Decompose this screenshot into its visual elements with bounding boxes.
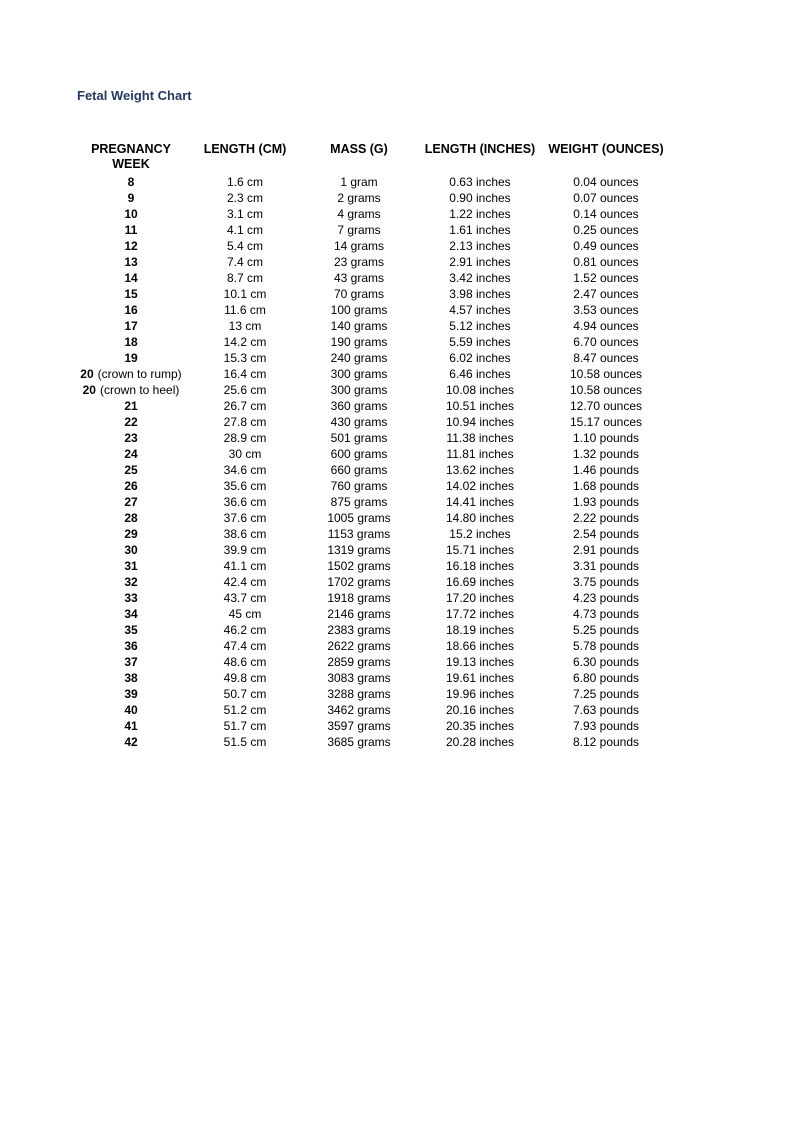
table-row [70,254,672,270]
cell-mass-g: 760 grams [330,479,388,493]
cell-length-cm: 51.5 cm [223,735,267,749]
table-row [70,670,672,686]
cell-weight: 1.32 pounds [572,447,640,461]
table-row [70,350,672,366]
cell-weight: 15.17 ounces [569,415,643,429]
cell-mass-g: 3685 grams [327,735,391,749]
cell-length-inches: 19.96 inches [445,687,515,701]
week-number: 18 [124,335,138,349]
cell-length-inches: 10.94 inches [445,415,515,429]
cell-mass-g: 70 grams [333,287,385,301]
week-number: 31 [124,559,138,573]
cell-mass-g: 1502 grams [327,559,391,573]
cell-pregnancy-week [70,206,192,222]
cell-weight: 0.49 ounces [573,239,639,253]
week-note: (crown to heel) [99,383,180,397]
cell-length-inches: 10.51 inches [445,399,515,413]
cell-length-cm: 5.4 cm [226,239,263,253]
table-row [70,574,672,590]
cell-pregnancy-week [70,446,192,462]
table-row [70,414,672,430]
cell-pregnancy-week [70,526,192,542]
cell-weight: 3.53 ounces [573,303,639,317]
table-row [70,366,672,382]
week-number: 15 [124,287,138,301]
cell-mass-g: 2622 grams [327,639,391,653]
cell-weight: 10.58 ounces [569,383,643,397]
cell-length-cm: 8.7 cm [226,271,263,285]
cell-weight: 3.75 pounds [572,575,640,589]
cell-length-cm: 39.9 cm [223,543,267,557]
cell-mass-g: 23 grams [333,255,385,269]
table-row [70,590,672,606]
table-row [70,382,672,398]
table-row [70,222,672,238]
fetal-weight-table [70,142,672,750]
cell-mass-g: 300 grams [330,383,388,397]
cell-length-cm: 47.4 cm [223,639,267,653]
week-number: 39 [124,687,138,701]
cell-length-cm: 50.7 cm [223,687,267,701]
cell-pregnancy-week [70,590,192,606]
table-row [70,206,672,222]
week-number: 40 [124,703,138,717]
cell-length-inches: 13.62 inches [445,463,515,477]
table-row [70,398,672,414]
cell-weight: 7.93 pounds [572,719,640,733]
cell-length-cm: 3.1 cm [226,207,263,221]
cell-mass-g: 1 gram [340,175,378,189]
cell-mass-g: 2859 grams [327,655,391,669]
cell-length-inches: 14.41 inches [445,495,515,509]
cell-weight: 0.14 ounces [573,207,639,221]
cell-length-cm: 45 cm [228,607,262,621]
table-row [70,718,672,734]
table-row [70,654,672,670]
cell-length-inches: 14.80 inches [445,511,515,525]
week-number: 8 [127,175,135,189]
cell-length-inches: 18.66 inches [445,639,515,653]
cell-weight: 0.04 ounces [573,175,639,189]
week-number: 37 [124,655,138,669]
week-number: 22 [124,415,138,429]
header-length-cm: LENGTH (CM) [203,142,287,156]
cell-weight: 3.31 pounds [572,559,640,573]
week-number: 34 [124,607,138,621]
table-row [70,174,672,190]
table-row [70,270,672,286]
cell-pregnancy-week [70,286,192,302]
cell-length-inches: 19.61 inches [445,671,515,685]
cell-weight: 0.81 ounces [573,255,639,269]
header-pregnancy-week: PREGNANCY WEEK [91,142,171,171]
cell-weight: 6.80 pounds [572,671,640,685]
cell-length-cm: 27.8 cm [223,415,267,429]
cell-mass-g: 3597 grams [327,719,391,733]
week-number: 21 [124,399,138,413]
cell-length-cm: 46.2 cm [223,623,267,637]
cell-pregnancy-week [70,366,192,382]
cell-length-inches: 4.57 inches [449,303,511,317]
cell-length-cm: 49.8 cm [223,671,267,685]
cell-mass-g: 1319 grams [327,543,391,557]
table-row [70,302,672,318]
cell-mass-g: 14 grams [333,239,385,253]
cell-mass-g: 300 grams [330,367,388,381]
cell-mass-g: 190 grams [330,335,388,349]
cell-pregnancy-week [70,718,192,734]
week-number: 10 [124,207,138,221]
cell-length-inches: 0.63 inches [449,175,511,189]
cell-mass-g: 875 grams [330,495,388,509]
cell-length-cm: 4.1 cm [226,223,263,237]
cell-mass-g: 3288 grams [327,687,391,701]
cell-weight: 10.58 ounces [569,367,643,381]
week-number: 38 [124,671,138,685]
cell-length-inches: 17.20 inches [445,591,515,605]
cell-length-cm: 36.6 cm [223,495,267,509]
week-number: 25 [124,463,138,477]
cell-mass-g: 100 grams [330,303,388,317]
cell-mass-g: 501 grams [330,431,388,445]
cell-length-cm: 11.6 cm [224,303,266,317]
cell-length-inches: 2.13 inches [449,239,511,253]
cell-length-inches: 1.22 inches [449,207,511,221]
cell-pregnancy-week [70,222,192,238]
week-number: 14 [124,271,138,285]
table-row [70,446,672,462]
cell-pregnancy-week [70,382,192,398]
header-mass-g: MASS (G) [330,142,388,156]
cell-length-cm: 28.9 cm [223,431,267,445]
cell-weight: 7.25 pounds [572,687,640,701]
cell-length-inches: 18.19 inches [445,623,515,637]
cell-length-inches: 5.12 inches [449,319,511,333]
cell-pregnancy-week [70,654,192,670]
cell-mass-g: 7 grams [337,223,381,237]
cell-weight: 8.47 ounces [573,351,639,365]
week-number: 29 [124,527,138,541]
cell-pregnancy-week [70,190,192,206]
cell-length-inches: 2.91 inches [449,255,511,269]
week-number: 17 [124,319,138,333]
table-row [70,558,672,574]
cell-length-inches: 1.61 inches [449,223,511,237]
week-number: 20 [82,383,96,397]
table-row [70,606,672,622]
week-number: 41 [124,719,138,733]
cell-pregnancy-week [70,398,192,414]
cell-mass-g: 3083 grams [327,671,391,685]
cell-weight: 12.70 ounces [569,399,643,413]
cell-pregnancy-week [70,430,192,446]
cell-weight: 5.25 pounds [572,623,640,637]
cell-length-cm: 26.7 cm [223,399,267,413]
cell-mass-g: 430 grams [330,415,388,429]
cell-length-cm: 42.4 cm [223,575,267,589]
cell-length-inches: 17.72 inches [445,607,515,621]
cell-length-inches: 5.59 inches [449,335,511,349]
cell-weight: 4.23 pounds [572,591,640,605]
cell-length-inches: 10.08 inches [445,383,515,397]
table-body [70,174,672,750]
cell-pregnancy-week [70,622,192,638]
cell-pregnancy-week [70,478,192,494]
week-number: 32 [124,575,138,589]
cell-pregnancy-week [70,510,192,526]
cell-weight: 1.93 pounds [572,495,640,509]
cell-weight: 6.30 pounds [572,655,640,669]
table-row [70,638,672,654]
cell-pregnancy-week [70,302,192,318]
cell-length-cm: 41.1 cm [223,559,267,573]
week-number: 12 [124,239,138,253]
table-row [70,494,672,510]
cell-pregnancy-week [70,254,192,270]
cell-length-cm: 16.4 cm [223,367,267,381]
cell-length-inches: 6.46 inches [449,367,511,381]
cell-length-cm: 35.6 cm [223,479,267,493]
cell-length-inches: 0.90 inches [449,191,511,205]
cell-mass-g: 2146 grams [327,607,391,621]
header-weight-ounces: WEIGHT (OUNCES) [548,142,664,156]
cell-length-cm: 7.4 cm [226,255,263,269]
cell-length-inches: 15.2 inches [449,527,511,541]
week-number: 33 [124,591,138,605]
cell-weight: 4.73 pounds [572,607,640,621]
cell-weight: 1.68 pounds [572,479,640,493]
cell-length-cm: 13 cm [228,319,262,333]
cell-weight: 8.12 pounds [572,735,640,749]
cell-length-cm: 30 cm [228,447,262,461]
cell-length-inches: 16.18 inches [445,559,515,573]
cell-pregnancy-week [70,606,192,622]
week-number: 24 [124,447,138,461]
cell-mass-g: 240 grams [330,351,388,365]
cell-length-inches: 19.13 inches [445,655,515,669]
cell-mass-g: 1153 grams [327,527,391,541]
cell-length-cm: 15.3 cm [223,351,267,365]
page-title: Fetal Weight Chart [77,88,192,103]
cell-weight: 2.22 pounds [572,511,640,525]
table-row [70,478,672,494]
cell-mass-g: 660 grams [330,463,388,477]
table-row [70,286,672,302]
week-number: 20 [80,367,94,381]
table-row [70,318,672,334]
cell-pregnancy-week [70,494,192,510]
cell-weight: 7.63 pounds [572,703,640,717]
table-row [70,542,672,558]
week-number: 42 [124,735,138,749]
table-row [70,190,672,206]
week-number: 9 [127,191,135,205]
table-row [70,622,672,638]
cell-pregnancy-week [70,574,192,590]
cell-weight: 5.78 pounds [572,639,640,653]
week-number: 13 [124,255,138,269]
cell-pregnancy-week [70,414,192,430]
week-number: 30 [124,543,138,557]
cell-length-cm: 48.6 cm [223,655,267,669]
table-row [70,238,672,254]
week-number: 35 [124,623,138,637]
cell-weight: 4.94 ounces [573,319,639,333]
cell-pregnancy-week [70,542,192,558]
cell-mass-g: 600 grams [330,447,388,461]
cell-length-inches: 16.69 inches [445,575,515,589]
cell-mass-g: 360 grams [330,399,388,413]
cell-pregnancy-week [70,334,192,350]
cell-pregnancy-week [70,462,192,478]
table-row [70,734,672,750]
cell-pregnancy-week [70,686,192,702]
table-header-row [70,142,672,174]
cell-length-cm: 25.6 cm [223,383,267,397]
cell-length-cm: 43.7 cm [223,591,267,605]
cell-mass-g: 2 grams [337,191,381,205]
cell-pregnancy-week [70,350,192,366]
cell-pregnancy-week [70,318,192,334]
cell-length-cm: 51.7 cm [223,719,267,733]
cell-weight: 1.52 ounces [573,271,639,285]
cell-length-inches: 6.02 inches [449,351,511,365]
cell-mass-g: 1005 grams [327,511,391,525]
cell-length-cm: 34.6 cm [223,463,267,477]
table-row [70,510,672,526]
cell-length-cm: 37.6 cm [223,511,267,525]
cell-length-inches: 3.98 inches [449,287,511,301]
week-number: 26 [124,479,138,493]
cell-mass-g: 43 grams [333,271,385,285]
cell-pregnancy-week [70,702,192,718]
cell-length-inches: 20.28 inches [445,735,515,749]
cell-length-cm: 14.2 cm [223,335,267,349]
table-row [70,430,672,446]
table-row [70,526,672,542]
table-row [70,702,672,718]
cell-mass-g: 2383 grams [327,623,391,637]
cell-mass-g: 1702 grams [327,575,391,589]
week-number: 19 [124,351,138,365]
cell-pregnancy-week [70,238,192,254]
table-row [70,686,672,702]
cell-length-cm: 51.2 cm [223,703,267,717]
cell-mass-g: 4 grams [337,207,381,221]
cell-pregnancy-week [70,734,192,750]
cell-weight: 6.70 ounces [573,335,639,349]
cell-length-inches: 14.02 inches [445,479,515,493]
cell-mass-g: 140 grams [330,319,388,333]
week-number: 11 [124,223,138,237]
cell-mass-g: 3462 grams [327,703,391,717]
cell-length-inches: 15.71 inches [445,543,515,557]
week-number: 16 [124,303,138,317]
cell-weight: 1.10 pounds [572,431,640,445]
cell-length-inches: 20.35 inches [445,719,515,733]
cell-pregnancy-week [70,558,192,574]
cell-length-cm: 1.6 cm [226,175,263,189]
cell-weight: 0.25 ounces [573,223,639,237]
header-length-inches: LENGTH (INCHES) [424,142,536,156]
cell-weight: 2.54 pounds [572,527,640,541]
cell-pregnancy-week [70,174,192,190]
week-number: 36 [124,639,138,653]
table-row [70,334,672,350]
week-number: 28 [124,511,138,525]
cell-length-inches: 3.42 inches [449,271,511,285]
week-number: 27 [124,495,138,509]
cell-weight: 2.47 ounces [573,287,639,301]
table-row [70,462,672,478]
cell-length-cm: 2.3 cm [226,191,263,205]
cell-length-cm: 10.1 cm [223,287,267,301]
cell-pregnancy-week [70,270,192,286]
cell-mass-g: 1918 grams [327,591,391,605]
cell-length-inches: 20.16 inches [445,703,515,717]
cell-weight: 1.46 pounds [572,463,640,477]
cell-weight: 2.91 pounds [572,543,640,557]
cell-length-inches: 11.38 inches [446,431,514,445]
cell-weight: 0.07 ounces [573,191,639,205]
cell-length-cm: 38.6 cm [223,527,267,541]
week-number: 23 [124,431,138,445]
week-note: (crown to rump) [97,367,182,381]
cell-pregnancy-week [70,670,192,686]
cell-pregnancy-week [70,638,192,654]
cell-length-inches: 11.81 inches [446,447,514,461]
